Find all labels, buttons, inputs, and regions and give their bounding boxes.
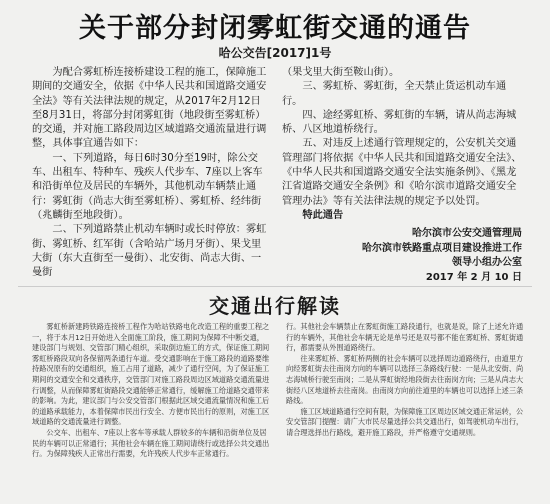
notice-paragraph: 四、途经雾虹桥、雾虹街的车辆，请从尚志海城桥、八区地道桥绕行。	[282, 109, 517, 136]
notice-paragraph: 二、下列道路禁止机动车辆时或长时停放：雾虹街、雾虹桥、红军街（含哈站广场月牙街）、果戈里大街（东大直街至一曼街）、北安街、尚志大街、一曼街	[32, 224, 267, 279]
notice-paragraph: 一、下列道路，每日6时30分至19时，除公交车、出租车、特种车、残疾人代步车、7座以上客车和沿街单位及居民的车辆外，其他机动车辆禁止通行：雾虹街（尚志大街至雾虹桥）、雾虹桥、经纬街（兆麟街至地段街）。	[32, 152, 263, 221]
notice-right-column	[282, 66, 522, 285]
interpretation-left-column	[32, 322, 270, 460]
notice-date: 2017 年 2 月 10 日	[425, 271, 522, 283]
signer: 领导小组办公室	[452, 257, 522, 269]
signer: 哈尔滨市公安交通管理局	[412, 228, 522, 240]
notice-paragraph: 为配合雾虹桥连接桥建设工程的施工，保障施工期间的交通安全，依据《中华人民共和国道路交通安全法》等有关法律法规的规定，从2017年2月12日至8月31日，将部分封闭雾虹街（地段街至雾虹桥）的交通，并对施工路段周边区域道路交通流量进行调整，具体事宜通告如下：	[32, 67, 267, 150]
notice-title: 关于部分封闭雾虹街交通的通告	[79, 13, 471, 44]
interpretation-right-column	[286, 322, 524, 439]
interpretation-paragraph: 雾虹桥新建跨铁路连接桥工程作为哈站铁路电化改造工程的重要工程之一，将于本月12日开始进入全面施工阶段，施工期间为保障不中断交通，建设部门与规划、交管部门精心组织，采取倒边施工的方式，保证施工期间雾虹桥路段双向各保留两条通行车道。受交通影响在于施工路段的道路要维持路况原有的交通组织，施工占用了道路，减少了通行空间，为了保证施工期间的交通安全和交通秩序，交管部门对施工路段周边区域道路交通流量进行调整，从而保障雾虹街路段交通能够正常通行，缓解施工给道路交通带来的影响。为此，建议部门与公安交管部门根据此区域交通流量情况和施工后的道路承载能力，本着保障市民出行安全、方便市民出行的原则，对施工区域道路的交通流量进行调整。	[32, 322, 270, 427]
interpretation-title: 交通出行解读	[209, 294, 341, 318]
interpretation-paragraph: 往来雾虹桥、雾虹桥两侧的社会车辆可以选择周边道路绕行，由道里方向经雾虹街去往南岗方向的车辆可以选择三条路线行驶：一是从北安街、尚志海城桥行驶至南岗；二是从霁虹街经地段街去往南岗方向；三是从尚志大街经八区地道桥去往南岗。由南岗方向前往道里的车辆也可以选择上述三条路线。	[286, 353, 524, 406]
document-number: 哈公交告[2017]1号	[218, 46, 332, 60]
interpretation-paragraph: 公交车、出租车、7座以上客车等承载人群较多的车辆和沿街单位及居民的车辆可以正常通行；其他社会车辆在施工期间请绕行或选择公共交通出行。为保障残疾人正常出行需要，允许残疾人代步车正常通行。	[32, 427, 270, 459]
notice-left-column	[32, 66, 270, 280]
interpretation-paragraph: 行。其他社会车辆禁止在雾虹街施工路段通行，也就是说，除了上述允许通行的车辆外，其他社会车辆无论是单号还是双号都不能在雾虹桥、雾虹街通行，都需要从外围道路绕行。	[286, 322, 524, 353]
notice-paragraph: 三、雾虹桥、雾虹街，全天禁止货运机动车通行。	[282, 81, 507, 107]
interpretation-paragraph: 施工区域道路通行空间有限，为保障施工区周边区域交通正常运转，公安交管部门提醒：请广大市民尽量选择公共交通出行，如驾驶机动车出行，请合理选择出行路线，避开施工路段，并严格遵守交通规则。	[286, 406, 524, 437]
signature-block	[282, 227, 522, 285]
notice-paragraph: 五、对违反上述通行管理规定的，公安机关交通管理部门将依据《中华人民共和国道路交通安全法》、《中华人民共和国道路交通安全法实施条例》、《黑龙江省道路交通安全条例》和《哈尔滨市道路交通安全管理办法》等有关法律法规的规定予以处罚。	[282, 138, 522, 207]
signer: 哈尔滨市铁路重点项目建设推进工作	[362, 242, 522, 254]
notice-paragraph: （果戈里大街至鞍山街）。	[282, 67, 400, 78]
section-divider	[18, 286, 532, 287]
notice-closing: 特此通告	[302, 209, 344, 221]
